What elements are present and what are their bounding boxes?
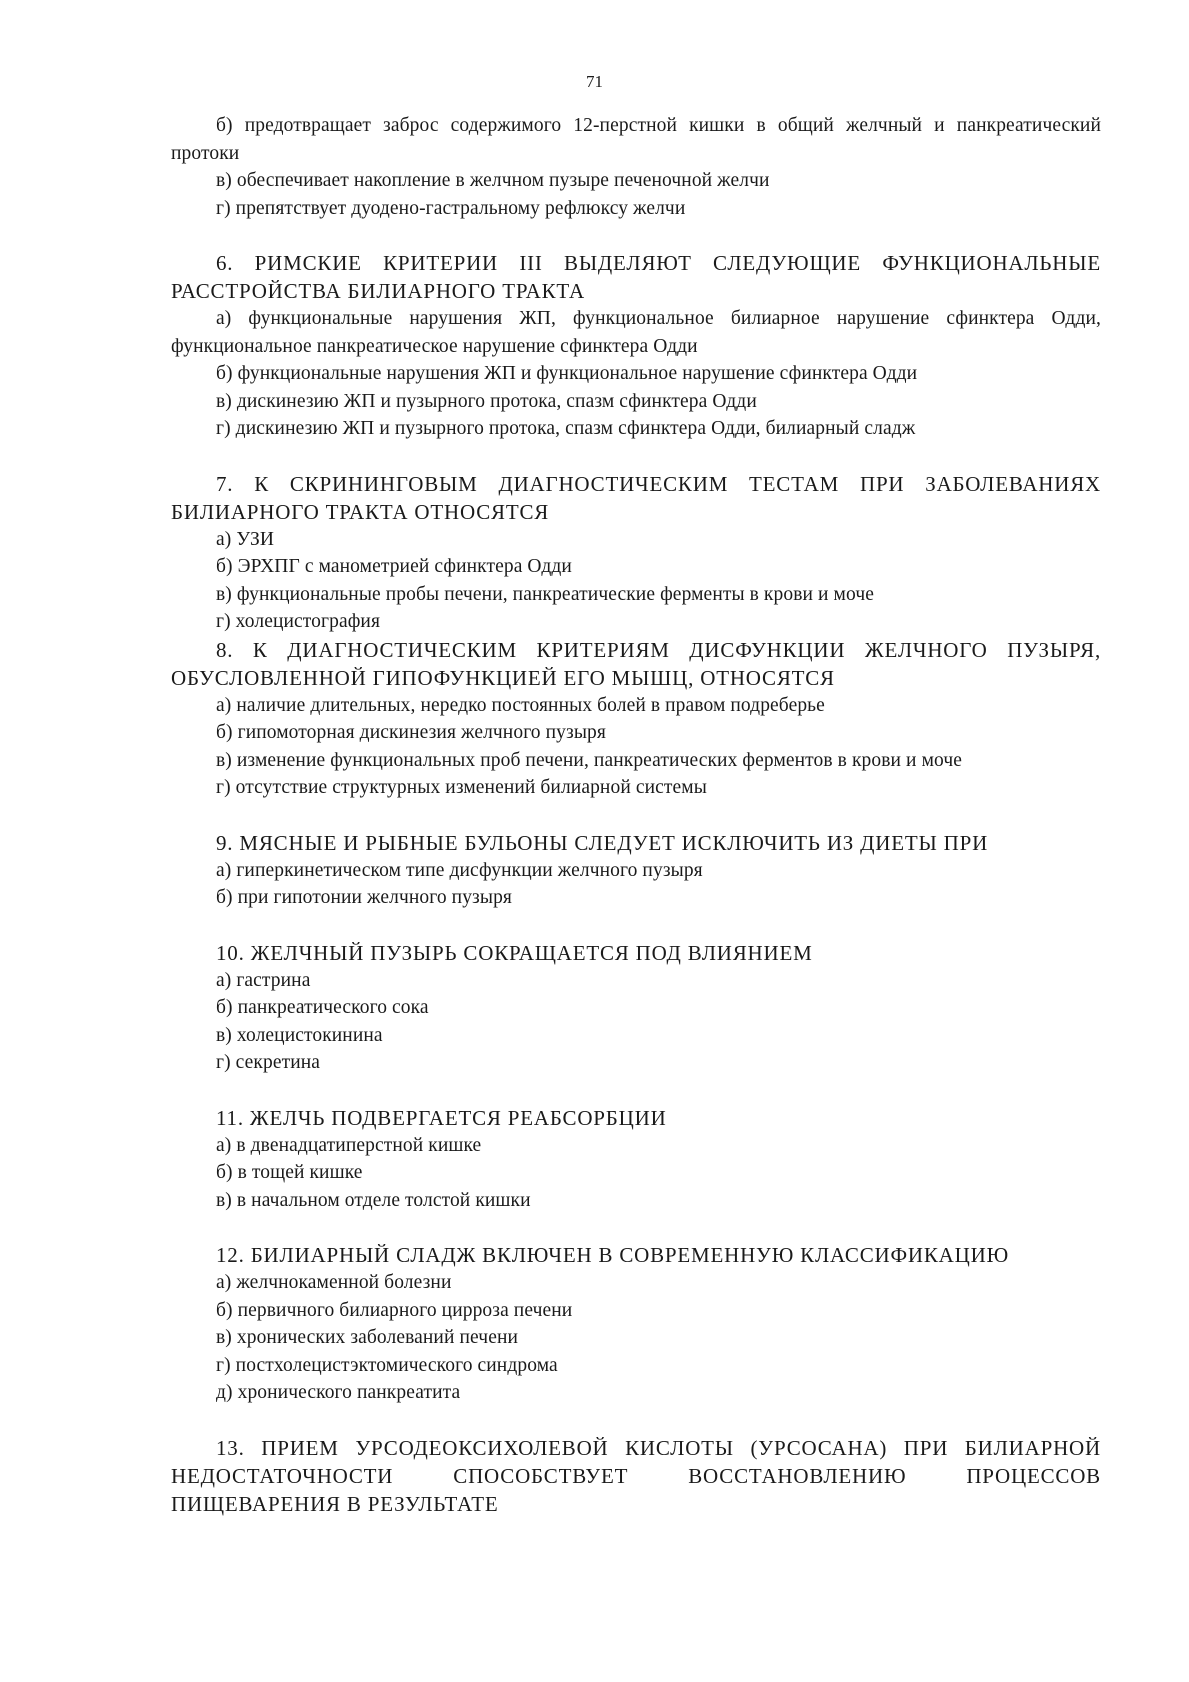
answer-option: а) УЗИ xyxy=(216,528,275,550)
answer-option: г) препятствует дуодено-гастральному рефлюксу желчи xyxy=(216,197,686,219)
answer-option: б) ЭРХПГ с манометрией сфинктера Одди xyxy=(216,556,572,577)
answer-option: б) предотвращает заброс содержимого 12-перстной кишки в общий желчный и панкреатический протоки xyxy=(171,115,1101,164)
question-heading: 8. К ДИАГНОСТИЧЕСКИМ КРИТЕРИЯМ ДИСФУНКЦИИ ЖЕЛЧНОГО ПУЗЫРЯ, ОБУСЛОВЛЕННОЙ ГИПОФУНКЦИЕЙ ЕГО МЫШЦ, ОТНОСЯТСЯ xyxy=(171,637,1101,690)
document-body xyxy=(171,112,1101,1518)
section-spacer xyxy=(171,912,1101,939)
question-heading: 6. РИМСКИЕ КРИТЕРИИ III ВЫДЕЛЯЮТ СЛЕДУЮЩИЕ ФУНКЦИОНАЛЬНЫЕ РАССТРОЙСТВА БИЛИАРНОГО ТРАКТА xyxy=(171,251,1101,303)
answer-option: в) функциональные пробы печени, панкреатические ферменты в крови и моче xyxy=(216,583,874,605)
answer-option: г) постхолецистэктомического синдрома xyxy=(216,1354,558,1376)
question-heading: 7. К СКРИНИНГОВЫМ ДИАГНОСТИЧЕСКИМ ТЕСТАМ ПРИ ЗАБОЛЕВАНИЯХ БИЛИАРНОГО ТРАКТА ОТНОСЯТСЯ xyxy=(171,471,1101,524)
question-heading: 11. ЖЕЛЧЬ ПОДВЕРГАЕТСЯ РЕАБСОРБЦИИ xyxy=(216,1105,667,1130)
answer-option: г) дискинезию ЖП и пузырного протока, спазм сфинктера Одди, билиарный сладж xyxy=(216,418,916,439)
answer-option: г) секретина xyxy=(216,1052,321,1073)
answer-option: а) гиперкинетическом типе дисфункции желчного пузыря xyxy=(216,859,703,881)
answer-option: а) функциональные нарушения ЖП, функциональное билиарное нарушение сфинктера Одди, функциональное панкреатическое нарушение сфинктера Одди xyxy=(171,308,1101,357)
page-number: 71 xyxy=(586,72,603,91)
answer-option: а) желчнокаменной болезни xyxy=(216,1272,452,1293)
answer-option: д) хронического панкреатита xyxy=(216,1382,461,1403)
question-heading: 13. ПРИЕМ УРСОДЕОКСИХОЛЕВОЙ КИСЛОТЫ (УРСОСАНА) ПРИ БИЛИАРНОЙ НЕДОСТАТОЧНОСТИ СПОСОБСТВУЕТ ВОССТАНОВЛЕНИЮ ПРОЦЕССОВ ПИЩЕВАРЕНИЯ В РЕЗУЛЬТАТЕ xyxy=(171,1435,1101,1516)
answer-option: в) в начальном отделе толстой кишки xyxy=(216,1189,531,1211)
answer-option: б) в тощей кишке xyxy=(216,1162,363,1183)
section-spacer xyxy=(171,1407,1101,1434)
answer-option: б) гипомоторная дискинезия желчного пузыря xyxy=(216,722,606,743)
answer-option: в) дискинезию ЖП и пузырного протока, спазм сфинктера Одди xyxy=(216,390,757,412)
answer-option: б) панкреатического сока xyxy=(216,997,429,1018)
answer-option: б) при гипотонии желчного пузыря xyxy=(216,887,512,908)
question-heading: 10. ЖЕЛЧНЫЙ ПУЗЫРЬ СОКРАЩАЕТСЯ ПОД ВЛИЯНИЕМ xyxy=(216,940,813,965)
answer-option: б) первичного билиарного цирроза печени xyxy=(216,1299,573,1321)
section-spacer xyxy=(171,443,1101,470)
answer-option: в) хронических заболеваний печени xyxy=(216,1327,519,1348)
answer-option: г) холецистография xyxy=(216,611,381,632)
answer-option: в) обеспечивает накопление в желчном пузыре печеночной желчи xyxy=(216,170,770,191)
answer-option: в) изменение функциональных проб печени, панкреатических ферментов в крови и моче xyxy=(216,749,963,771)
answer-option: а) наличие длительных, нередко постоянных болей в правом подреберье xyxy=(216,694,825,716)
answer-option: б) функциональные нарушения ЖП и функциональное нарушение сфинктера Одди xyxy=(216,363,918,384)
answer-option: в) холецистокинина xyxy=(216,1024,383,1046)
section-spacer xyxy=(171,1214,1101,1241)
section-spacer xyxy=(171,1077,1101,1104)
section-spacer xyxy=(171,222,1101,249)
question-heading: 12. БИЛИАРНЫЙ СЛАДЖ ВКЛЮЧЕН В СОВРЕМЕННУЮ КЛАССИФИКАЦИЮ xyxy=(216,1243,1009,1267)
answer-option: г) отсутствие структурных изменений билиарной системы xyxy=(216,777,707,798)
section-spacer xyxy=(171,802,1101,829)
question-heading: 9. МЯСНЫЕ И РЫБНЫЕ БУЛЬОНЫ СЛЕДУЕТ ИСКЛЮЧИТЬ ИЗ ДИЕТЫ ПРИ xyxy=(216,830,989,855)
answer-option: а) в двенадцатиперстной кишке xyxy=(216,1134,482,1156)
answer-option: а) гастрина xyxy=(216,969,311,991)
